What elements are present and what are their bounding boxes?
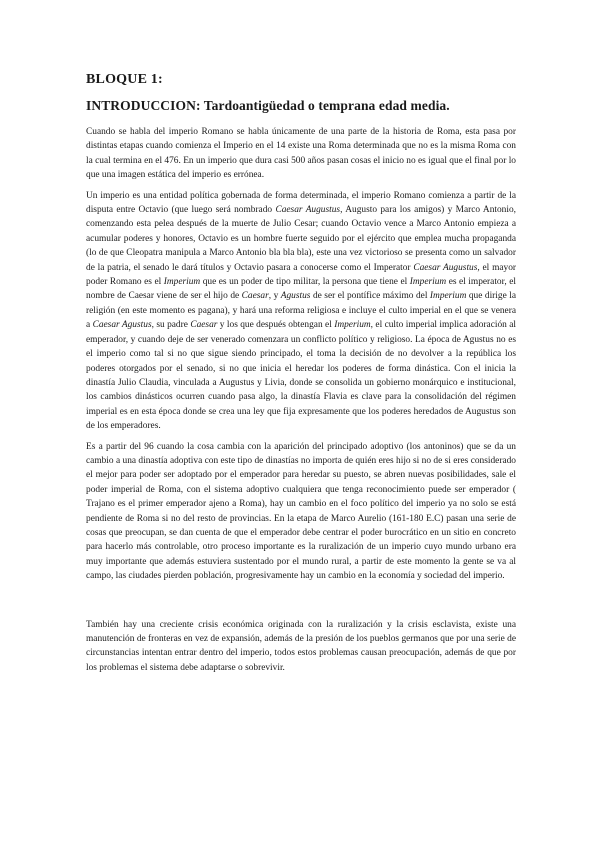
text-run: También hay una creciente crisis económica originada con la ruralización y la crisis esclavista, existe una manutención de fronteras en vez de expansión, además de la presión de los pueblos germanos que por una serie de circunstancias intentan entrar dentro del imperio, todos estos problemas causan preocupación, además de que por los problemas el sistema debe adaptarse o sobrevivir.: [86, 619, 516, 673]
paragraph-3: [86, 440, 516, 584]
italic-term: Caesar Augustus: [275, 205, 341, 216]
text-run: Un imperio es una entidad política gobernada de forma determinada, el imperio Romano comienza a partir de la disputa entre Octavio (que luego será nombrado: [86, 190, 516, 216]
italic-term: Imperium: [409, 277, 447, 288]
block-title: BLOQUE 1:: [86, 72, 163, 87]
paragraph-1: [86, 125, 516, 183]
italic-term: Caesar Agustus: [92, 320, 152, 331]
italic-term: Caesar: [190, 320, 218, 331]
text-run: y los que después obtengan el: [217, 320, 335, 331]
paragraph-2: [86, 189, 516, 434]
italic-term: Caesar Augustus: [413, 262, 478, 273]
italic-term: Caesar: [241, 291, 269, 302]
text-run: , y: [268, 291, 281, 302]
text-run: Es a partir del 96 cuando la cosa cambia con la aparición del principado adoptivo (los antoninos) que se da un cambio a una dinastía adoptiva con este tipo de dinastías no importa de quién eres hijo si no de si eres considerado el mejor para poder ser adoptado por el emperador para heredar su puesto, se abren nuevas posibilidades, sale el poder imperial de Roma, con el sistema adoptivo cualquiera que tenga reconocimiento puede ser emperador ( Trajano es el primer emperador ajeno a Roma), hay un cambio en el foco político del imperio ya no solo se está pendiente de Roma si no del resto de provincias. En la etapa de Marco Aurelio (161-180 E.C) pasan una serie de cosas que preocupan, se dan cuenta de que el emperador debe centrar el poder burocrático en un sitio en concreto para hacerlo más controlable, otro proceso importante es la ruralización de un imperio cuyo mundo urbano era muy importante que además estuviera sustentado por el mundo rural, a partir de este momento la gente se va al campo, las ciudades pierden población, progresivamente hay un cambio en la economía y sociedad del imperio.: [86, 441, 516, 582]
text-run: , el culto imperial implica adoración al emperador, y cuando deje de ser venerado comenzara un conflicto político y religioso. La época de Agustus no es el imperio como tal si no que sigue siendo principado, el toma la decisión de no devolver a la república los poderes otorgados por el senado, si no que inicia el heredar los poderes de forma dinástica. Con el inicia la dinastía Julio Claudia, vinculada a Augustus y Livia, donde se consolida un gobierno monárquico e institucional, los cambios dinásticos ocurren cuando pasa algo, la dinastía Flavia es clave para la consolidación del régimen imperial es en esta época donde se crea una ley que fija expresamente que los poderes heredados de Augustus son de los emperadores.: [86, 320, 517, 432]
text-run: de ser el pontífice máximo del: [310, 291, 430, 302]
paragraph-4: [86, 618, 516, 676]
text-run: que dirige la religión (en este momento es pagana), y hará una reforma religiosa e incluye el culto imperial en el que se venera a: [86, 291, 517, 331]
italic-term: Imperium: [163, 277, 201, 288]
text-run: , Augusto para los amigos) y Marco Antonio, comenzando esta pelea después de la muerte de Julio Cesar; cuando Octavio vence a Marco Antonio empieza a acumular poderes y honores, Octavio es un hombre fuerte seguido por el ejército que emplea mucha propaganda (lo de que Cleopatra manipula a Marco Antonio bla bla bla), este una vez victorioso se presenta como un salvador de la patria, el senado le dará títulos y Octavio pasara a conocerse como el Imperator: [86, 205, 517, 273]
italic-term: Imperium: [429, 291, 467, 302]
document-body: [86, 71, 516, 681]
text-run: Cuando se habla del imperio Romano se habla únicamente de una parte de la historia de Roma, esta pasa por distintas etapas cuando comienza el Imperio en el 14 existe una Roma determinada que no es la misma Roma con la cual termina en el 476. En un imperio que dura casi 500 años pasan cosas el inicio no es igual que el final por lo que una imagen estática del imperio es errónea.: [86, 127, 516, 181]
text-run: que es un poder de tipo militar, la persona que tiene el: [200, 277, 410, 288]
italic-term: Imperium: [334, 320, 371, 331]
italic-term: Agustus: [280, 291, 311, 302]
section-title: INTRODUCCION: Tardoantigüedad o temprana edad media.: [86, 98, 450, 113]
text-run: , su padre: [151, 320, 191, 331]
text-run: , el mayor poder Romano es el: [86, 262, 517, 288]
text-run: es el imperator, el nombre de Caesar viene de ser el hijo de: [86, 277, 516, 302]
